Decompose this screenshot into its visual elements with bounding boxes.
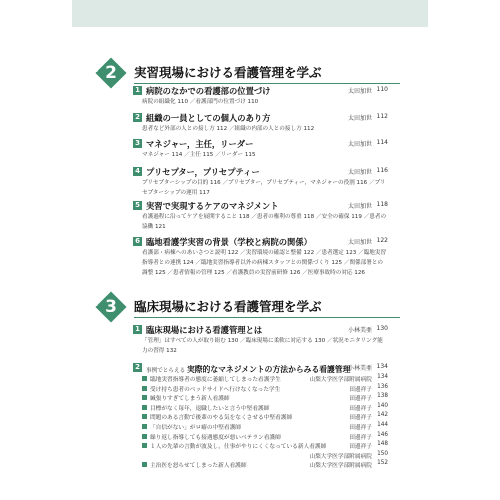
section-author: 太田加世 [347, 169, 372, 176]
section-heading [133, 324, 388, 336]
section-subtopics: 患者など外部の人との接し方 112 ／組織の内部の人との接し方 112 [142, 126, 315, 132]
case-item-page: 140 [377, 402, 388, 409]
case-item-author: 田邊祥子 [349, 444, 372, 451]
case-item-author: 山梨大学医学部附属病院 [309, 453, 372, 460]
bullet-square-icon [142, 434, 147, 439]
top-color-band [72, 0, 428, 27]
case-item-title: 「自信がない」がロ癖の中堅看護師 [150, 424, 241, 431]
section-heading [133, 138, 388, 150]
section-heading [133, 85, 388, 97]
section-subtopics: 看護過程に沿ってケアを展開すること 118 ／患者の権利の尊重 118 ／安全の確保 119 ／患者の協働 121 [142, 214, 387, 230]
section-author: 太田加世 [347, 239, 372, 246]
section-author: 太田加世 [347, 115, 372, 122]
chapter-rule [134, 317, 400, 318]
chapter-3-header [88, 296, 400, 324]
bullet-square-icon [142, 414, 147, 419]
bullet-square-icon [142, 395, 147, 400]
chapter-number: 2 [105, 63, 117, 83]
section-number: 3 [133, 139, 142, 148]
case-item-title: 受け持ち患者のベッドサイドへ行けなくなった学生 [150, 386, 281, 393]
section-title: 臨床現場における看護管理とは [146, 325, 263, 335]
section-page: 112 [376, 113, 388, 120]
section-number: 4 [133, 167, 142, 176]
section-author: 太田加世 [347, 141, 372, 148]
case-item-page: 144 [377, 421, 388, 428]
toc-section [133, 324, 388, 356]
case-item [133, 393, 388, 403]
section-author: 小林美亜 [347, 327, 372, 334]
case-item-title: 主治医を怒らせてしまった新人看護師 [150, 463, 247, 470]
section-subtopics: マネジャー 114 ／主任 115 ／リーダー 115 [142, 152, 256, 158]
section-heading [133, 166, 388, 178]
toc-section [133, 236, 388, 278]
case-item-author: 田邊祥子 [349, 396, 372, 403]
case-item-title: 問題のある言動で後輩のやる気をなくさせる中堅看護師 [150, 415, 293, 422]
case-item-page: 142 [377, 412, 388, 419]
section-page: 118 [376, 201, 388, 208]
section-heading [133, 200, 388, 212]
case-item-title: 臨地実習指導者の態度に萎縮してしまった看護学生 [150, 377, 281, 383]
section-author: 太田加世 [347, 203, 372, 210]
case-item-page: 148 [377, 441, 388, 448]
case-item-page: 138 [377, 393, 388, 400]
section-page: 114 [376, 139, 388, 146]
case-item-author: 田邊祥子 [349, 386, 372, 393]
case-item [133, 460, 388, 470]
chapter-rule [134, 83, 400, 84]
section-page: 134 [376, 363, 388, 370]
section-author: 小林美亜 [347, 365, 372, 372]
section-subtopics: プリセプターシップの目的 116 ／プリセプター，プリセプティー，マネジャーの役割 116 ／プリセプターシップの運用 117 [142, 180, 386, 196]
case-item [133, 441, 388, 451]
section-title: 臨地看護学実習の背景（学校と病院の関係） [146, 237, 312, 247]
bullet-square-icon [142, 462, 147, 467]
case-prefix: 事例でとらえる [146, 368, 186, 374]
section-page: 116 [376, 167, 388, 174]
section-page: 110 [376, 86, 388, 93]
section-subtopics: 病院の組織化 110 ／看護部門の位置づけ 110 [142, 99, 259, 105]
case-item [133, 451, 388, 461]
chapter-title: 臨床現場における看護管理を学ぶ [134, 299, 322, 314]
case-item-page: 146 [377, 431, 388, 438]
case-item [133, 384, 388, 394]
section-author: 太田加世 [347, 88, 372, 95]
section-subtopics: 看護部・病棟へのあいさつと説明 122 ／実習環境の確認と整備 122 ／患者選定 123 ／臨地実習指導者との連携 124 ／臨地実習指導者以外の病棟スタッフとの関係づくり 125 ／関係部署との調整 125 ／患者情報の管理 125 ／看護教員の実習前研修 126 ／医療事故時の対応 126 [142, 250, 387, 276]
section-page: 130 [376, 325, 388, 332]
toc-section [133, 112, 388, 134]
case-item [133, 403, 388, 413]
section-title: マネジャー，主任，リーダー [146, 139, 254, 149]
case-item-author: 田邊祥子 [349, 424, 372, 431]
case-section-heading [133, 362, 388, 374]
case-item-author: 山梨大学医学部附属病院 [309, 377, 372, 383]
toc-section [133, 166, 388, 198]
case-item-author: 田邊祥子 [349, 405, 372, 412]
case-section [133, 362, 388, 470]
section-subtopics: 「管理」はすべての人が取り組む 130 ／臨床現場に柔軟に対応する 130 ／状況モニタリング能力の習得 132 [142, 338, 383, 354]
case-item-title: 目標がなく毎年，退職したいと言う中堅看護師 [150, 405, 270, 412]
bullet-square-icon [142, 443, 147, 448]
section-page: 122 [376, 237, 388, 244]
case-item-title: 繰り返し指導しても接遇態度が悪いベテラン看護師 [150, 434, 281, 441]
section-heading [133, 112, 388, 124]
section-number: 2 [133, 113, 142, 122]
toc-section [133, 85, 388, 107]
case-item-page: 150 [377, 450, 388, 457]
bullet-square-icon [142, 376, 147, 381]
case-item-page: 152 [377, 460, 388, 467]
section-title: 実習で実現するケアのマネジメント [146, 201, 279, 211]
case-item-title: １人の先輩の言動が波及し，仕事がやりにくくなっている新人看護師 [150, 444, 327, 451]
case-item-page: 136 [377, 383, 388, 390]
section-heading [133, 236, 388, 248]
case-item [133, 422, 388, 432]
case-item-author: 田邊祥子 [349, 434, 372, 441]
toc-section [133, 200, 388, 232]
case-item [133, 374, 388, 384]
section-number: 1 [133, 86, 142, 95]
case-item-page: 134 [377, 374, 388, 380]
section-number: 2 [133, 363, 142, 372]
chapter-word: Part [88, 68, 99, 74]
section-title: 組織の一員としての個人のあり方 [146, 113, 271, 123]
section-number: 6 [133, 237, 142, 246]
case-item [133, 432, 388, 442]
chapter-title: 実習現場における看護管理を学ぶ [134, 65, 322, 80]
chapter-number: 3 [105, 297, 117, 317]
case-title: 実際的なマネジメントの方法からみる看護管理 [186, 365, 351, 374]
bullet-square-icon [142, 424, 147, 429]
chapter-word: Part [88, 302, 99, 308]
bullet-square-icon [142, 386, 147, 391]
section-number: 5 [133, 201, 142, 210]
section-title: プリセプター，プリセプティー [146, 167, 260, 177]
section-number: 1 [133, 325, 142, 334]
case-item-author: 田邊祥子 [349, 415, 372, 422]
bullet-square-icon [142, 405, 147, 410]
section-title: 病院のなかでの看護部の位置づけ [146, 86, 271, 96]
case-item [133, 412, 388, 422]
case-item-author: 山梨大学医学部附属病院 [309, 463, 372, 470]
toc-section [133, 138, 388, 160]
case-item-title: 緘張りすぎてしまう新人看護師 [150, 396, 230, 403]
